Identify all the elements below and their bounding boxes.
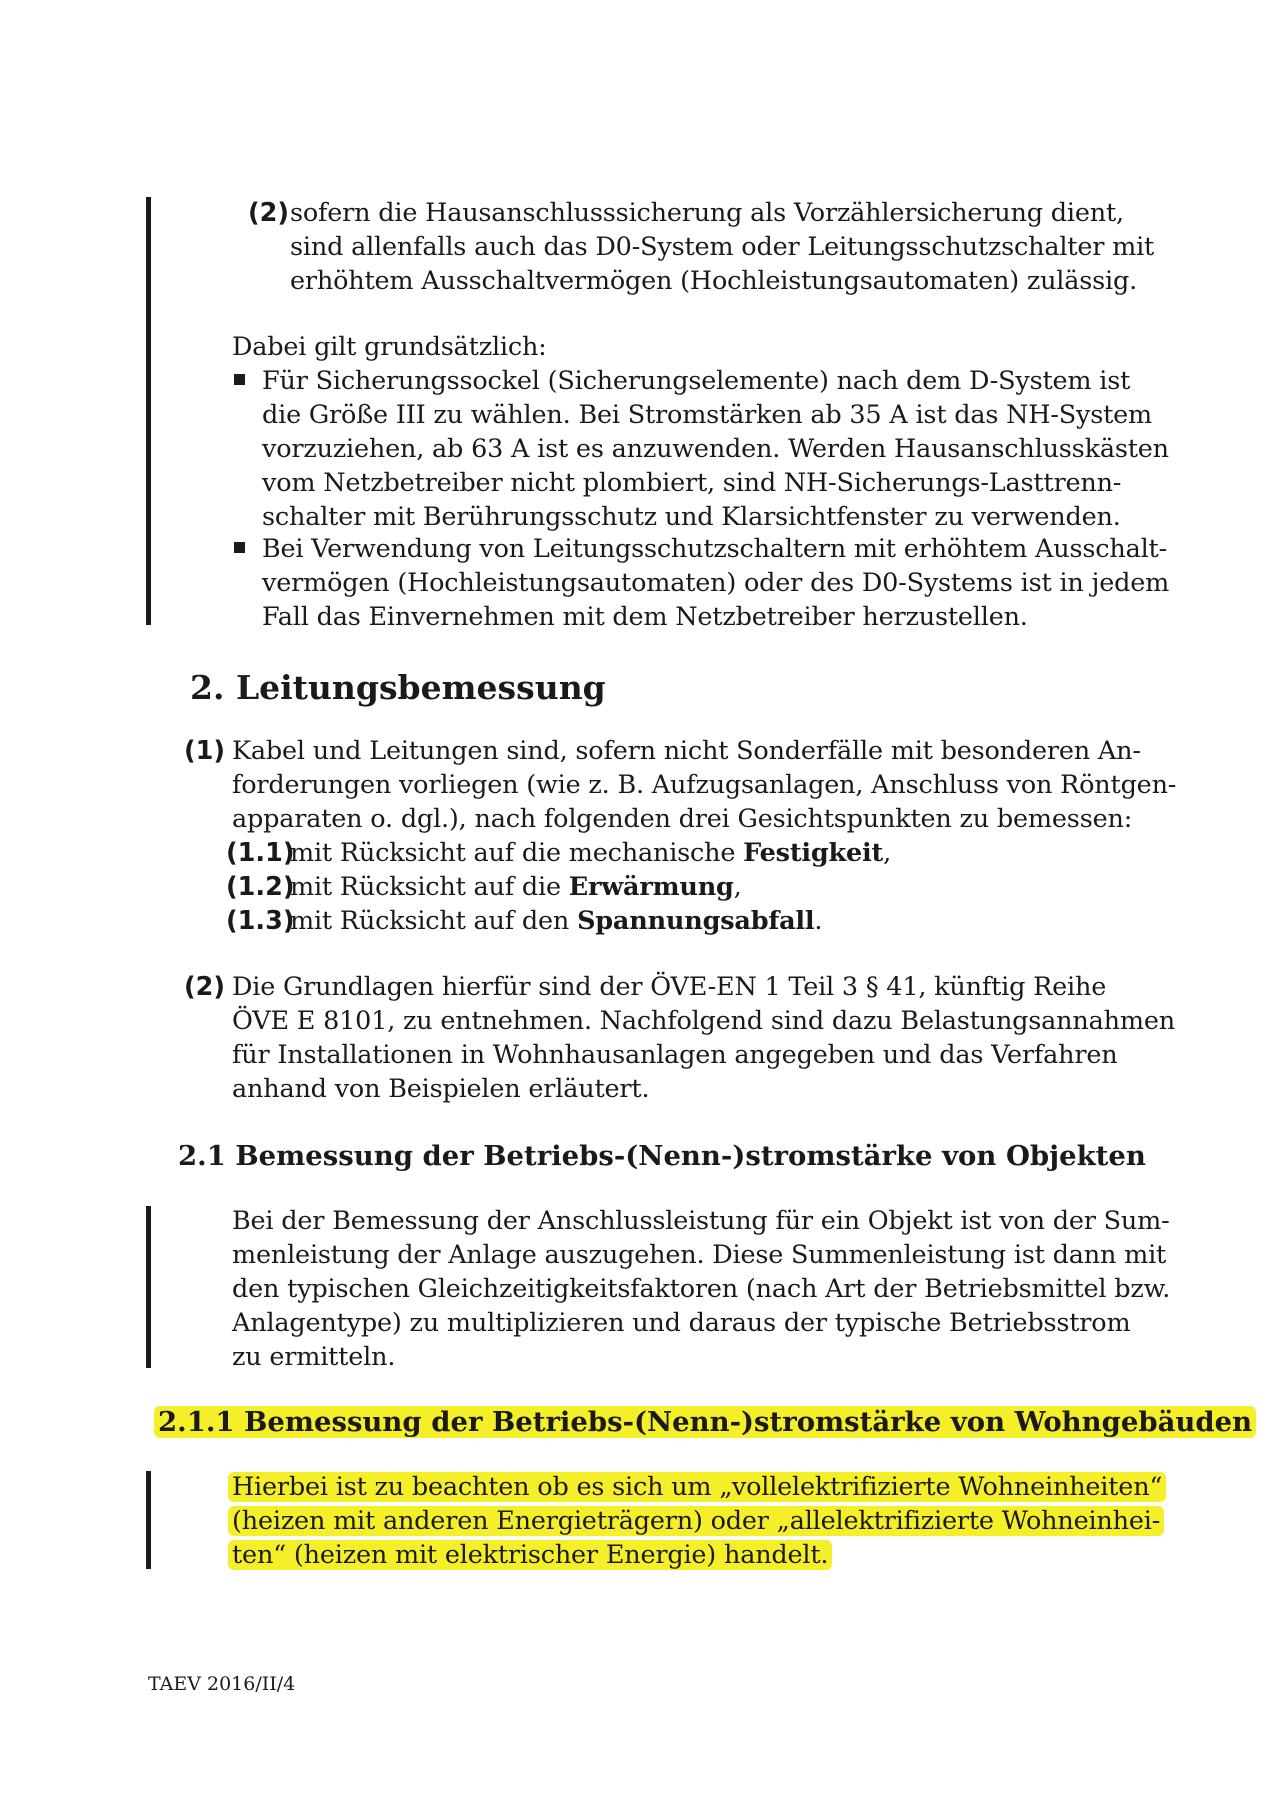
text-line: für Installationen in Wohnhausanlagen angegeben und das Verfahren — [232, 1040, 1118, 1070]
text-line: Fall das Einvernehmen mit dem Netzbetreiber herzustellen. — [262, 602, 1028, 632]
item-number: (1.1) — [226, 838, 295, 868]
highlighted-text-line: Hierbei ist zu beachten ob es sich um „vollelektrifizierte Wohneinheiten“ — [232, 1470, 1166, 1504]
text-line: vom Netzbetreiber nicht plombiert, sind NH-Sicherungs-Lasttrenn- — [262, 468, 1122, 498]
text-line: Bei Verwendung von Leitungsschutzschaltern mit erhöhtem Ausschalt- — [262, 534, 1167, 564]
text-line: vermögen (Hochleistungsautomaten) oder des D0-Systems ist in jedem — [262, 568, 1170, 598]
item-number: (1.3) — [226, 906, 295, 936]
highlighted-text-line: ten“ (heizen mit elektrischer Energie) handelt. — [232, 1538, 832, 1572]
text-line: sofern die Hausanschlusssicherung als Vorzählersicherung dient, — [290, 198, 1124, 228]
highlighted-subsection-heading: 2.1.1 Bemessung der Betriebs-(Nenn-)stromstärke von Wohngebäuden — [158, 1404, 1256, 1440]
section-heading: 2. Leitungsbemessung — [190, 668, 606, 707]
page-footer: TAEV 2016/II/4 — [148, 1673, 296, 1695]
change-bar-2 — [146, 1206, 151, 1368]
change-bar-3 — [146, 1471, 151, 1569]
text-line: zu ermitteln. — [232, 1342, 396, 1372]
item-number: (1) — [184, 736, 226, 766]
text-line: anhand von Beispielen erläutert. — [232, 1074, 650, 1104]
sub-item: mit Rücksicht auf die mechanische Festigkeit, — [290, 838, 891, 868]
sub-item: mit Rücksicht auf die Erwärmung, — [290, 872, 742, 902]
bullet-marker — [234, 542, 245, 553]
text-line: apparaten o. dgl.), nach folgenden drei Gesichtspunkten zu bemessen: — [232, 804, 1133, 834]
highlighted-text-line: (heizen mit anderen Energieträgern) oder „allelektrifizierte Wohneinhei- — [232, 1504, 1164, 1538]
intro-text: Dabei gilt grundsätzlich: — [232, 332, 547, 362]
text-line: vorzuziehen, ab 63 A ist es anzuwenden. Werden Hausanschlusskästen — [262, 434, 1169, 464]
sub-item: mit Rücksicht auf den Spannungsabfall. — [290, 906, 823, 936]
text-line: menleistung der Anlage auszugehen. Diese Summenleistung ist dann mit — [232, 1240, 1167, 1270]
change-bar-1 — [146, 197, 151, 625]
text-line: Kabel und Leitungen sind, sofern nicht Sonderfälle mit besonderen An- — [232, 736, 1141, 766]
subsection-heading: 2.1 Bemessung der Betriebs-(Nenn-)stromstärke von Objekten — [178, 1140, 1146, 1172]
item-number: (2) — [248, 198, 290, 228]
text-line: forderungen vorliegen (wie z. B. Aufzugsanlagen, Anschluss von Röntgen- — [232, 770, 1177, 800]
text-line: die Größe III zu wählen. Bei Stromstärken ab 35 A ist das NH-System — [262, 400, 1153, 430]
text-line: den typischen Gleichzeitigkeitsfaktoren (nach Art der Betriebsmittel bzw. — [232, 1274, 1171, 1304]
text-line: erhöhtem Ausschaltvermögen (Hochleistungsautomaten) zulässig. — [290, 266, 1138, 296]
text-line: Die Grundlagen hierfür sind der ÖVE-EN 1 Teil 3 § 41, künftig Reihe — [232, 972, 1107, 1002]
bullet-marker — [234, 374, 245, 385]
text-line: schalter mit Berührungsschutz und Klarsichtfenster zu verwenden. — [262, 502, 1121, 532]
text-line: sind allenfalls auch das D0-System oder Leitungsschutzschalter mit — [290, 232, 1155, 262]
text-line: Anlagentype) zu multiplizieren und daraus der typische Betriebsstrom — [232, 1308, 1131, 1338]
text-line: ÖVE E 8101, zu entnehmen. Nachfolgend sind dazu Belastungsannahmen — [232, 1006, 1175, 1036]
item-number: (1.2) — [226, 872, 295, 902]
text-line: Für Sicherungssockel (Sicherungselemente) nach dem D-System ist — [262, 366, 1131, 396]
item-number: (2) — [184, 972, 226, 1002]
text-line: Bei der Bemessung der Anschlussleistung für ein Objekt ist von der Sum- — [232, 1206, 1170, 1236]
